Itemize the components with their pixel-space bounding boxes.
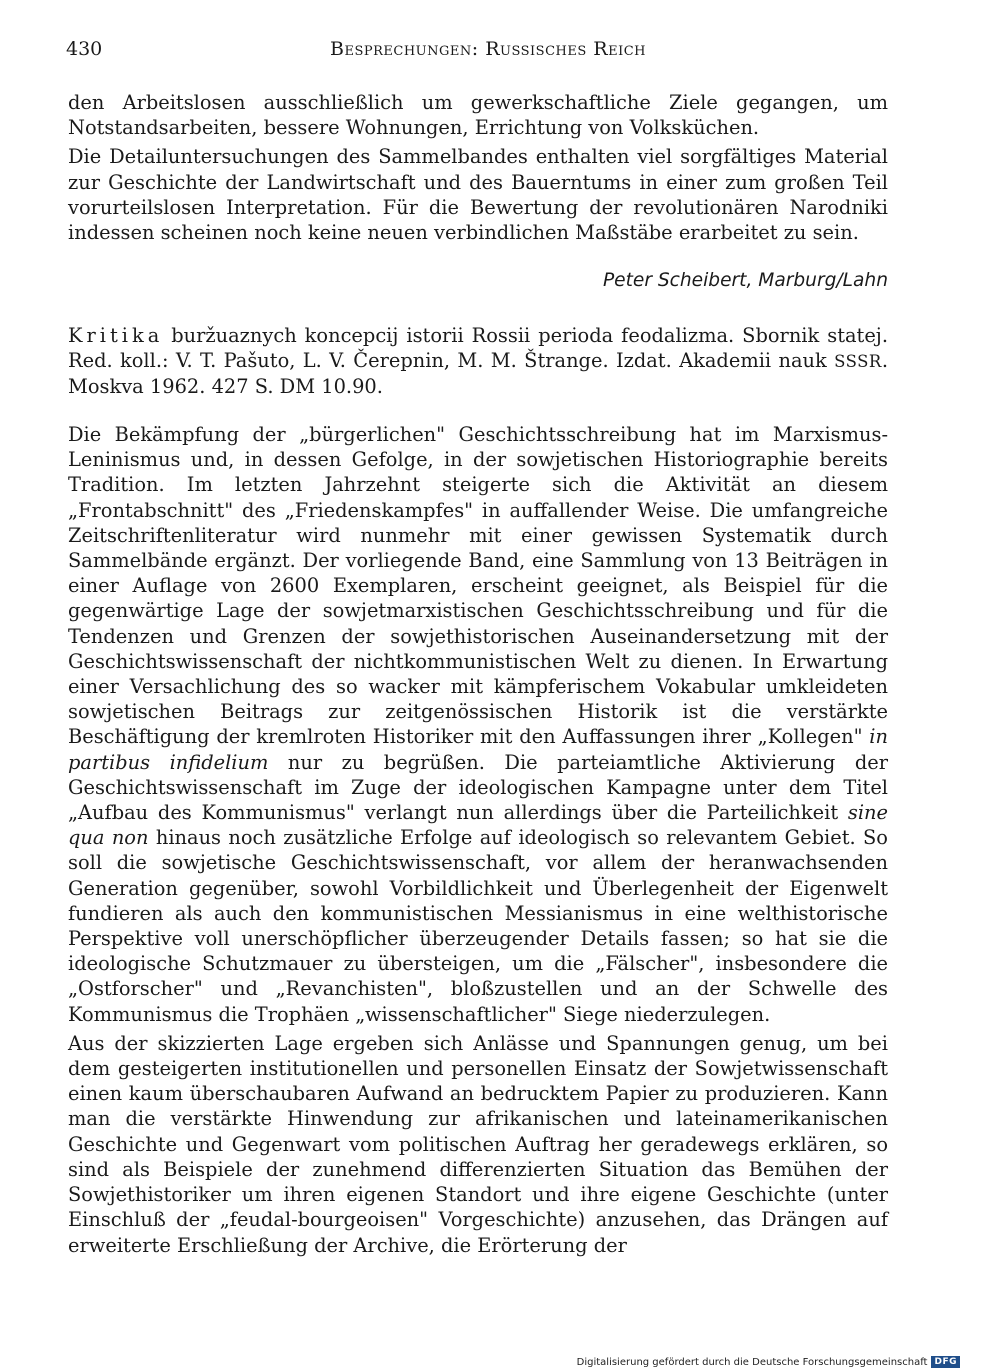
intro-paragraph-1: den Arbeitslosen ausschließlich um gewerkschaftliche Ziele gegangen, um Notstandsarbeiten, bessere Wohnungen, Errichtung von Volksküchen. [68, 91, 888, 140]
review-text: hinaus noch zusätzliche Erfolge auf ideologisch so relevantem Gebiet. So soll die sowjetische Geschichtswissenschaft, vor allem der heranwachsenden Generation gegenüber, sowohl Vorbildlichkeit und Überlegenheit der Eigenwelt fundieren als auch den kommunistischen Messianismus in eine welthistorische Perspektive voll unerschöpflicher überzeugender Details fassen; so hat sie die ideologische Schutzmauer zu übersteigen, um die „Fälscher", insbesondere die „Ostforscher" und „Revanchisten", bloßzustellen und an der Schwelle des Kommunismus die Trophäen „wissenschaftlicher" Siege niederzulegen. [68, 826, 888, 1026]
italic-phrase: in partibus infidelium [68, 725, 888, 774]
page-number: 430 [66, 38, 103, 60]
review-paragraph-1 [68, 422, 888, 1027]
italic-phrase: sine qua non [68, 801, 888, 850]
review-body [68, 422, 888, 1258]
review-text: Die Bekämpfung der „bürgerlichen" Geschichtsschreibung hat im Marxismus-Leninismus und, in dessen Gefolge, in der sowjetischen Historiographie bereits Tradition. Im letzten Jahrzehnt steigerte sich die Aktivität an diesem „Frontabschnitt" des „Friedenskampfes" in auffallender Weise. Die umfangreiche Zeitschriftenliteratur wird nunmehr mit einer gewissen Systematik durch Sammelbände ergänzt. Der vorliegende Band, eine Sammlung von 13 Beiträgen in einer Auflage von 2600 Exemplaren, erscheint geeignet, als Beispiel für die gegenwärtige Lage der sowjetmarxistischen Geschichtsschreibung und für die Tendenzen und Grenzen der sowjethistorischen Auseinandersetzung mit der Geschichtswissenschaft der nichtkommunistischen Welt zu dienen. In Erwartung einer Versachlichung des so wacker mit kämpferischem Vokabular umkleideten sowjetischen Beitrags zur zeitgenössischen Historik ist die verstärkte Beschäftigung der kremlroten Historiker mit den Auffassungen ihrer „Kollegen" [68, 423, 888, 749]
bibliographic-citation [68, 323, 888, 400]
review-paragraph-2: Aus der skizzierten Lage ergeben sich Anlässe und Spannungen genug, um bei dem gesteigerten institutionellen und personellen Einsatz der Sowjetwissenschaft einen kaum überschaubaren Aufwand an bedrucktem Papier zu produzieren. Kann man die verstärkte Hinwendung zur afrikanischen und lateinamerikanischen Geschichte und Gegenwart vom politischen Auftrag her geradewegs erklären, so sind als Beispiele der zunehmend differenzierten Situation das Bemühen der Sowjethistoriker um ihren eigenen Standort und ihre eigene Geschichte (unter Einschluß der „feudal-bourgeoisen" Vorgeschichte) anzusehen, das Drängen auf erweiterte Erschließung der Archive, die Erörterung der [68, 1031, 888, 1257]
digitization-credit [577, 1356, 960, 1368]
reviewer-signature: Peter Scheibert, Marburg/Lahn [602, 270, 888, 291]
credit-text: Digitalisierung gefördert durch die Deutsche Forschungsgemeinschaft [576, 1356, 928, 1368]
intro-block [68, 90, 888, 245]
review-text: nur zu begrüßen. Die parteiamtliche Aktivierung der Geschichtswissenschaft im Zuge der ideologischen Kampagne unter dem Titel „Aufbau des Kommunismus" verlangt nun allerdings über die Parteilichkeit [68, 750, 888, 825]
bibliographic-entry [68, 323, 888, 400]
intro-paragraph-2: Die Detailuntersuchungen des Sammelbandes enthalten viel sorgfältiges Material zur Geschichte der Landwirtschaft und des Bauerntums in einer zum großen Teil vorurteilslosen Interpretation. Für die Bewertung der revolutionären Narodniki indessen scheinen noch keine neuen verbindlichen Maßstäbe erarbeitet zu sein. [68, 145, 888, 245]
running-title: Besprechungen: Russisches Reich [330, 38, 647, 60]
citation-text: buržuaznych koncepcij istorii Rossii perioda feodalizma. Sbornik statej. Red. koll.: V. T. Pašuto, L. V. Čerepnin, M. M. Štrange. Izdat. Akademii nauk [68, 324, 888, 373]
dfg-logo: DFG [931, 1356, 960, 1368]
citation-abbreviation: SSSR [834, 352, 882, 372]
citation-publication: . Moskva 1962. 427 S. DM 10.90. [68, 349, 888, 399]
running-header [66, 38, 888, 68]
book-title-word: Kritika [68, 324, 164, 347]
